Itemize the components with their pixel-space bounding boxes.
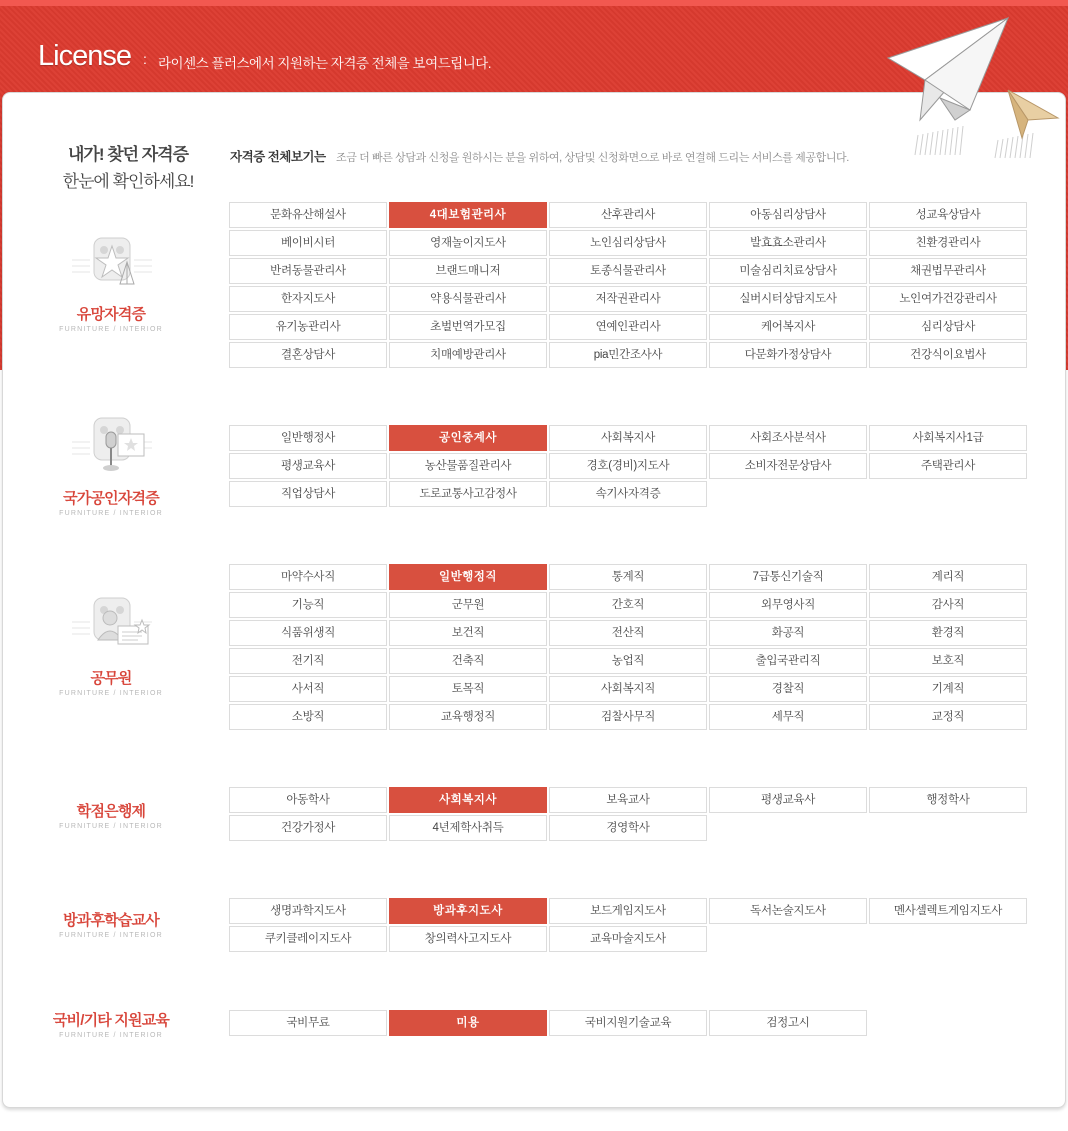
certificate-link[interactable]: 발효효소관리사 bbox=[709, 230, 867, 256]
intro-text bbox=[230, 147, 849, 166]
certificate-link[interactable]: 사서직 bbox=[229, 676, 387, 702]
certificate-link[interactable]: 외무영사직 bbox=[709, 592, 867, 618]
section-label-credit-bank bbox=[11, 800, 211, 830]
certificate-link[interactable]: 쿠키클레이지도사 bbox=[229, 926, 387, 952]
certificate-link[interactable]: 공인중계사 bbox=[389, 425, 547, 451]
certificate-link[interactable]: 화공직 bbox=[709, 620, 867, 646]
certificate-link[interactable]: 방과후지도사 bbox=[389, 898, 547, 924]
certificate-link[interactable]: 검정고시 bbox=[709, 1010, 867, 1036]
certificate-link[interactable]: 검찰사무직 bbox=[549, 704, 707, 730]
microphone-certificate-icon bbox=[72, 412, 152, 482]
certificate-link[interactable]: 소방직 bbox=[229, 704, 387, 730]
slogan bbox=[58, 140, 198, 192]
certificate-link[interactable]: 통계직 bbox=[549, 564, 707, 590]
section-label-govt-funded bbox=[11, 1009, 211, 1039]
section-title: 국비/기타 지원교육 bbox=[52, 1012, 170, 1029]
certificate-link[interactable]: 군무원 bbox=[389, 592, 547, 618]
certificate-link[interactable]: 결혼상담사 bbox=[229, 342, 387, 368]
certificate-link[interactable]: 치매예방관리사 bbox=[389, 342, 547, 368]
certificate-link[interactable]: 속기사자격증 bbox=[549, 481, 707, 507]
paper-plane-icon bbox=[880, 10, 1065, 170]
certificate-link[interactable]: 생명과학지도사 bbox=[229, 898, 387, 924]
section-subtitle: FURNITURE / INTERIOR bbox=[59, 1032, 163, 1039]
certificate-link[interactable]: 농업직 bbox=[549, 648, 707, 674]
user-idcard-icon bbox=[72, 592, 152, 662]
certificate-link[interactable]: 소비자전문상담사 bbox=[709, 453, 867, 479]
certificate-link[interactable]: 출입국관리직 bbox=[709, 648, 867, 674]
certificate-link[interactable]: 평생교육사 bbox=[709, 787, 867, 813]
certificate-link[interactable]: 보드게임지도사 bbox=[549, 898, 707, 924]
certificate-link[interactable]: 간호직 bbox=[549, 592, 707, 618]
certificate-link[interactable]: 7급통신기술직 bbox=[709, 564, 867, 590]
certificate-link[interactable]: 노인여가건강관리사 bbox=[869, 286, 1027, 312]
certificate-link[interactable]: 교육마술지도사 bbox=[549, 926, 707, 952]
certificate-link[interactable]: 사회조사분석사 bbox=[709, 425, 867, 451]
certificate-link[interactable]: pia민간조사사 bbox=[549, 342, 707, 368]
certificate-link[interactable]: 아동심리상담사 bbox=[709, 202, 867, 228]
certificate-link[interactable]: 환경직 bbox=[869, 620, 1027, 646]
certificate-link[interactable]: 감사직 bbox=[869, 592, 1027, 618]
section-subtitle: FURNITURE / INTERIOR bbox=[59, 823, 163, 830]
certificate-link[interactable]: 보건직 bbox=[389, 620, 547, 646]
certificate-link[interactable]: 문화유산해설사 bbox=[229, 202, 387, 228]
intro-title: 자격증 전체보기는 bbox=[230, 150, 326, 164]
section-subtitle: FURNITURE / INTERIOR bbox=[59, 932, 163, 939]
certificate-link[interactable]: 사회복지사1급 bbox=[869, 425, 1027, 451]
certificate-link[interactable]: 실버시터상담지도사 bbox=[709, 286, 867, 312]
certificate-link[interactable]: 세무직 bbox=[709, 704, 867, 730]
section-label-national bbox=[11, 487, 211, 517]
title-separator: : bbox=[143, 51, 147, 67]
banner-top-stripe bbox=[0, 0, 1068, 6]
certificate-link[interactable]: 약용식물관리사 bbox=[389, 286, 547, 312]
certificate-link[interactable]: 심리상담사 bbox=[869, 314, 1027, 340]
certificate-link[interactable]: 교육행정직 bbox=[389, 704, 547, 730]
section-title: 유망자격증 bbox=[76, 306, 146, 323]
certificate-link[interactable]: 아동학사 bbox=[229, 787, 387, 813]
certificate-link[interactable]: 평생교육사 bbox=[229, 453, 387, 479]
certificate-link[interactable]: 건강식이요법사 bbox=[869, 342, 1027, 368]
certificate-link[interactable]: 행정학사 bbox=[869, 787, 1027, 813]
certificate-link[interactable]: 전산직 bbox=[549, 620, 707, 646]
certificate-link[interactable]: 4년제학사취득 bbox=[389, 815, 547, 841]
certificate-link[interactable]: 직업상담사 bbox=[229, 481, 387, 507]
certificate-link[interactable]: 건축직 bbox=[389, 648, 547, 674]
certificate-link[interactable]: 기계직 bbox=[869, 676, 1027, 702]
certificate-link[interactable]: 국비무료 bbox=[229, 1010, 387, 1036]
certificate-link[interactable]: 창의력사고지도사 bbox=[389, 926, 547, 952]
certificate-link[interactable]: 유기농관리사 bbox=[229, 314, 387, 340]
certificate-link[interactable]: 보육교사 bbox=[549, 787, 707, 813]
section-title: 공무원 bbox=[90, 670, 132, 687]
certificate-link[interactable]: 주택관리사 bbox=[869, 453, 1027, 479]
certificate-link[interactable]: 케어복지사 bbox=[709, 314, 867, 340]
section-label-promising bbox=[11, 303, 211, 333]
certificate-link[interactable]: 도로교통사고감정사 bbox=[389, 481, 547, 507]
certificate-link[interactable]: 사회복지사 bbox=[389, 787, 547, 813]
certificate-link[interactable]: 독서논술지도사 bbox=[709, 898, 867, 924]
certificate-link[interactable]: 성교육상담사 bbox=[869, 202, 1027, 228]
certificate-link[interactable]: 식품위생직 bbox=[229, 620, 387, 646]
intro-description: 조금 더 빠른 상담과 신청을 원하시는 분을 위하여, 상담및 신청화면으로 바로 연결해 드리는 서비스를 제공합니다. bbox=[336, 152, 849, 164]
certificate-link[interactable]: 사회복지사 bbox=[549, 425, 707, 451]
certificate-link[interactable]: 미술심리치료상담사 bbox=[709, 258, 867, 284]
certificate-link[interactable]: 경찰직 bbox=[709, 676, 867, 702]
certificate-link[interactable]: 교정직 bbox=[869, 704, 1027, 730]
certificate-link[interactable]: 4대보험관리사 bbox=[389, 202, 547, 228]
certificate-link[interactable]: 일반행정사 bbox=[229, 425, 387, 451]
certificate-link[interactable]: 연예인관리사 bbox=[549, 314, 707, 340]
certificate-link[interactable]: 마약수사직 bbox=[229, 564, 387, 590]
page-title: License bbox=[38, 40, 131, 72]
certificate-link[interactable]: 한자지도사 bbox=[229, 286, 387, 312]
certificate-link[interactable]: 사회복지직 bbox=[549, 676, 707, 702]
page-description: 라이센스 플러스에서 지원하는 자격증 전체을 보여드립니다. bbox=[158, 56, 492, 71]
certificate-link[interactable]: 멘사셀렉트게임지도사 bbox=[869, 898, 1027, 924]
certificate-link[interactable]: 보호직 bbox=[869, 648, 1027, 674]
certificate-link[interactable]: 친환경관리사 bbox=[869, 230, 1027, 256]
section-title: 국가공인자격증 bbox=[63, 490, 159, 507]
certificate-link[interactable]: 토종식물관리사 bbox=[549, 258, 707, 284]
certificate-link[interactable]: 경호(경비)지도사 bbox=[549, 453, 707, 479]
certificate-link[interactable]: 산후관리사 bbox=[549, 202, 707, 228]
certificate-link[interactable]: 기능직 bbox=[229, 592, 387, 618]
section-label-after-school bbox=[11, 909, 211, 939]
certificate-link[interactable]: 미용 bbox=[389, 1010, 547, 1036]
certificate-link[interactable]: 건강가정사 bbox=[229, 815, 387, 841]
certificate-link[interactable]: 계리직 bbox=[869, 564, 1027, 590]
certificate-link[interactable]: 전기직 bbox=[229, 648, 387, 674]
section-subtitle: FURNITURE / INTERIOR bbox=[59, 690, 163, 697]
certificate-link[interactable]: 다문화가정상담사 bbox=[709, 342, 867, 368]
certificate-link[interactable]: 농산물품질관리사 bbox=[389, 453, 547, 479]
certificate-link[interactable]: 경영학사 bbox=[549, 815, 707, 841]
section-subtitle: FURNITURE / INTERIOR bbox=[59, 510, 163, 517]
section-title: 학점은행제 bbox=[76, 803, 146, 820]
section-title: 방과후학습교사 bbox=[63, 912, 159, 929]
section-label-civil-service bbox=[11, 667, 211, 697]
certificate-link[interactable]: 토목직 bbox=[389, 676, 547, 702]
certificate-link[interactable]: 영재놀이지도사 bbox=[389, 230, 547, 256]
certificate-link[interactable]: 일반행정직 bbox=[389, 564, 547, 590]
certificate-link[interactable]: 베이비시터 bbox=[229, 230, 387, 256]
slogan-line-2: 한눈에 확인하세요! bbox=[62, 172, 194, 191]
certificate-link[interactable]: 반려동물관리사 bbox=[229, 258, 387, 284]
certificate-link[interactable]: 저작권관리사 bbox=[549, 286, 707, 312]
certificate-link[interactable]: 국비지원기술교육 bbox=[549, 1010, 707, 1036]
certificate-link[interactable]: 브랜드매니저 bbox=[389, 258, 547, 284]
section-subtitle: FURNITURE / INTERIOR bbox=[59, 326, 163, 333]
slogan-line-1: 내가! 찾던 자격증 bbox=[67, 145, 189, 164]
certificate-link[interactable]: 채권법무관리사 bbox=[869, 258, 1027, 284]
certificate-link[interactable]: 노인심리상담사 bbox=[549, 230, 707, 256]
certificate-link[interactable]: 초벌번역가모집 bbox=[389, 314, 547, 340]
antenna-star-icon bbox=[72, 232, 152, 302]
